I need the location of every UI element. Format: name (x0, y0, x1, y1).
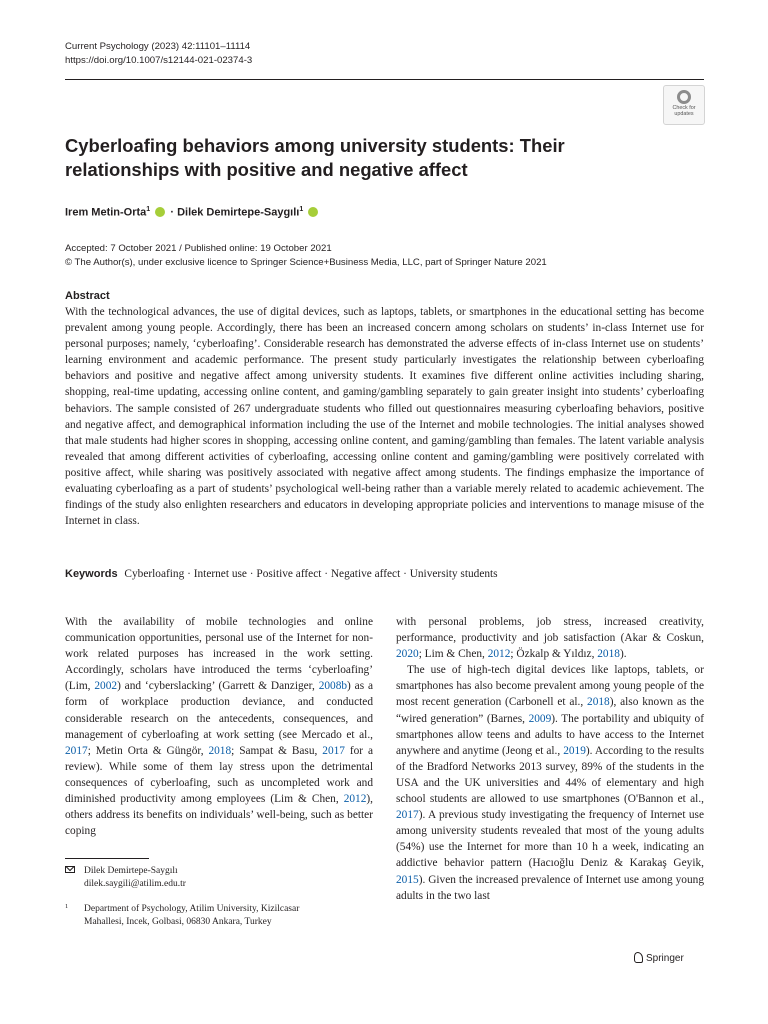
citation-year-link[interactable]: 2008b (318, 680, 348, 693)
citation-year-link[interactable]: 2012 (487, 648, 511, 661)
body-text-run: ; Sampat & Basu, (231, 744, 323, 757)
author-name: Irem Metin-Orta (65, 206, 147, 219)
author-name: Dilek Demirtepe-Saygılı (177, 206, 300, 219)
body-text-run: ). A previous study investigating the frequency of Internet use among university students revealed that most of the young adults (54%) use the Internet for more than 10 h a week, indicating an addictive behavior pattern (Hacıoğlu Deniz & Karakaş Geyik, (396, 809, 704, 870)
body-column-left (65, 614, 373, 839)
citation-year-link[interactable]: 2015 (396, 873, 419, 886)
contact-email[interactable]: dilek.saygili@atilim.edu.tr (84, 878, 186, 889)
doi-link[interactable]: https://doi.org/10.1007/s12144-021-02374-3 (65, 55, 253, 66)
author-separator: · (170, 206, 174, 219)
author-affil-marker: 1 (299, 206, 304, 213)
author-affil-marker: 1 (146, 206, 151, 213)
header-divider (65, 79, 704, 80)
abstract-heading: Abstract (65, 290, 110, 302)
contact-name: Dilek Demirtepe-Saygılı (84, 866, 178, 876)
citation-year-link[interactable]: 2020 (396, 648, 419, 661)
body-text-run: ; Metin Orta & Güngör, (87, 744, 209, 757)
body-column-right (396, 614, 704, 904)
body-text-run: ) and ‘cyberslacking’ (Garrett & Danziger, (117, 680, 319, 693)
envelope-icon (65, 866, 75, 873)
citation-year-link[interactable]: 2017 (65, 744, 88, 757)
springer-horse-icon (634, 952, 643, 963)
citation-year-link[interactable]: 2018 (587, 696, 610, 709)
affiliation-number: 1 (65, 903, 69, 910)
journal-header (65, 40, 252, 68)
keywords-text: Cyberloafing · Internet use · Positive affect · Negative affect · University students (124, 568, 498, 580)
citation-year-link[interactable]: 2012 (343, 793, 367, 806)
citation-year-link[interactable]: 2018 (208, 744, 232, 757)
check-for-updates-badge[interactable] (663, 85, 705, 125)
body-text-run: for a review). While some of them lay stress upon the detrimental consequences of cyberloafing, such as uncompleted work and diminished productivity among employees (Lim & Chen, (65, 744, 374, 806)
publisher-logo (634, 952, 684, 966)
copyright-line: © The Author(s), under exclusive licence to Springer Science+Business Media, LLC, part of Springer Nature 2021 (65, 257, 547, 268)
orcid-icon[interactable] (155, 207, 165, 217)
body-text-run: ). Given the increased prevalence of Internet use among young adults in the two last (396, 873, 704, 902)
body-text-run: ). (619, 648, 627, 661)
affiliation-line: Mahallesi, Incek, Golbasi, 06830 Ankara, Turkey (84, 916, 272, 927)
citation-year-link[interactable]: 2018 (597, 648, 620, 661)
journal-citation: Current Psychology (2023) 42:11101–11114 (65, 41, 251, 52)
affiliation-line: Department of Psychology, Atilim University, Kizilcasar (84, 904, 300, 914)
body-paragraph (396, 662, 704, 903)
abstract-text: With the technological advances, the use of digital devices, such as laptops, tablets, or smartphones in the educational setting has become prevalent among young people. Accordingly, there has been an increased concern among scholars on students’ in-class Internet use for personal purposes; namely, ‘cyberloafing’. Considerable research has demonstrated the adverse effects of in-class Internet use on students’ learning environment and academic performance. The present study particularly investigates the relationship between cyberloafing behaviors and positive and negative affect among university students. It examines five different online activities including sharing, shopping, real-time updating, accessing online content, and gaming/gambling separately to gain greater insight into students’ cyberloafing behaviors. The sample consisted of 267 undergraduate students who filled out questionnaires measuring cyberloafing behaviors, positive and negative affect, and demographical information including the use of the Internet and mobile technologies. The initial analyses showed that male students had higher scores in shopping, accessing online content, and gaming/gambling than females. The latent variable analysis revealed that among different activities of cyberloafing, accessing online content and gaming/gambling were positively correlated with positive affect, while sharing was positively associated with negative affect among students. The findings emphasize the importance of evaluating cyberloafing as a part of students’ psychological well-being rather than a variable merely related to academic achievement. The findings of the study also enlighten researchers and educators in developing appropriate policies and interventions to manage misuse of the Internet in class. (65, 306, 704, 528)
keywords-heading: Keywords (65, 568, 118, 580)
body-text-run: ), others address its benefits on individuals’ well-being, such as better coping (65, 793, 373, 838)
body-text-run: ) as a form of workplace production deviance, and conducted considerable research on the antecedents, consequences, and management of cyberloafing at work setting (see Mercado et al., (65, 680, 374, 741)
cfu-line-1: Check for (672, 105, 696, 111)
body-text-run: with personal problems, job stress, increased creativity, performance, productivity and job satisfaction (Akar & Coskun, (396, 616, 704, 645)
keywords-line (65, 566, 704, 582)
body-text-run: ). According to the results of the Bradford Networks 2013 survey, 89% of the students in the USA and the UK universities and 44% of elementary and high school students are allowed to use smartphones (O'Bannon et al., (396, 744, 704, 806)
body-text-run: ; Lim & Chen, (418, 648, 488, 661)
footnote-divider (65, 858, 149, 859)
publication-dates (65, 242, 547, 270)
check-for-updates-icon (677, 90, 691, 104)
body-paragraph (396, 614, 704, 662)
body-text-run: With the availability of mobile technologies and online communication opportunities, personal use of the Internet for non-work related purposes has increased in the work setting. Accordingly, scholars have introduced the terms ‘cyberloafing’ (Lim, (65, 616, 373, 693)
body-text-run: ; Özkalp & Yıldız, (510, 648, 598, 661)
body-text-run: ), also known as the “wired generation” (Barnes, (396, 696, 704, 725)
publisher-name: Springer (646, 953, 684, 964)
article-title: Cyberloafing behaviors among university students: Their relationships with positive and negative affect (65, 135, 565, 180)
accepted-published-line: Accepted: 7 October 2021 / Published online: 19 October 2021 (65, 243, 332, 254)
body-text-run: The use of high-tech digital devices like laptops, tablets, or smartphones has also become prevalent among young people of the most recent generation (Carbonell et al., (396, 664, 704, 709)
citation-year-link[interactable]: 2009 (528, 712, 552, 725)
author-list (65, 203, 320, 220)
citation-year-link[interactable]: 2017 (396, 809, 419, 822)
cfu-line-2: updates (674, 111, 694, 117)
citation-year-link[interactable]: 2017 (322, 744, 345, 757)
body-paragraph (65, 614, 373, 839)
body-text-run: ). The portability and ubiquity of smartphones allow teens and adults to have access to the Internet anywhere and anytime (Jeong et al., (396, 712, 704, 757)
citation-year-link[interactable]: 2002 (94, 680, 118, 693)
citation-year-link[interactable]: 2019 (563, 744, 586, 757)
orcid-icon[interactable] (308, 207, 318, 217)
